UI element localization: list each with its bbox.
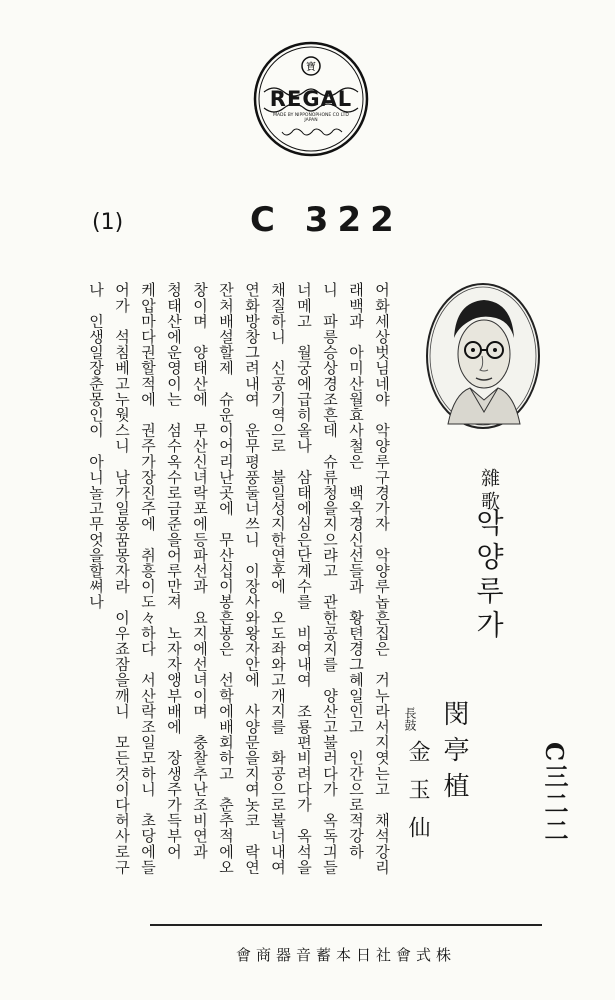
lyric-line: 창이며 양태산에 무산신녀락포에등파선과 요지에선녀이며 충찰추난조비연과 bbox=[191, 282, 209, 860]
catalog-number-vertical: C三二二 bbox=[540, 742, 569, 846]
svg-text:寶: 寶 bbox=[306, 62, 316, 73]
logo-fine-print: MADE BY NIPPONOPHONE CO LTD JAPAN bbox=[273, 113, 349, 123]
side-number: (1) bbox=[92, 210, 124, 235]
footer-divider bbox=[150, 924, 542, 926]
logo-text: REGAL bbox=[269, 87, 353, 111]
lyric-line: 어가 석침베고누웟스니 남가일몽꿈몽자라 이우죠잠을깨니 모든것이다허사로구 bbox=[113, 282, 131, 875]
lyric-line: 래백과 아미산월효사철은 백옥경신선들과 황텬경그혜일인고 인간으로적강하 bbox=[347, 282, 365, 860]
accompanist-role: 長鼓 bbox=[403, 707, 417, 731]
publisher-footer: 會商器音蓄本日社會式株 bbox=[235, 946, 456, 964]
singer-name: 閔亭植 bbox=[439, 700, 469, 808]
lyric-line: 채질하니 신공기역으로 불일성지한연후에 오도좌와고개지를 화공으로불너내여 bbox=[269, 282, 287, 875]
portrait-photo-icon bbox=[424, 282, 542, 430]
lyric-line: 니 파릉승상경조흔데 슈류청을지으랴고 관한공지를 양산고불러다가 옥독긔들 bbox=[321, 282, 339, 875]
singer-portrait bbox=[424, 282, 542, 430]
regal-logo-seal bbox=[252, 40, 370, 158]
lyric-line: 연화방창그려내여 운무평풍둘너쓰니 이장사와왕자안에 사양문을지여놋코 락연 bbox=[243, 282, 261, 875]
lyric-line: 나 인생일장춘몽인이 아니놀고무엇을할쎠나 bbox=[87, 282, 105, 610]
song-title: 악양루가 bbox=[472, 508, 505, 644]
accompanist-name: 金玉仙 bbox=[405, 740, 430, 854]
catalog-number: C 322 bbox=[250, 200, 403, 240]
lyric-line: 청태산에운영이는 섬수옥수로금준을어루만져 노자자앵부배에 장생주가득부어 bbox=[165, 282, 183, 860]
lyric-line: 케압마다권할적에 권주가장진주에 취흥이도々하다 서산락조일모하니 초당에들 bbox=[139, 282, 157, 875]
lyric-line: 잔처배설할제 슈운이어리난곳에 무산십이봉흔봉은 선학에배회하고 춘추적에오 bbox=[217, 282, 235, 875]
lyric-line: 어화세상벗님네야 악양루구경가자 악양루놉흔집은 거누라서지엿는고 채석강리 bbox=[373, 282, 391, 875]
genre-label: 雜歌 bbox=[478, 468, 500, 514]
lyric-line: 너메고 월궁에급히올나 삼태에심은단계수를 비여내여 조룡편비려다가 옥석을 bbox=[295, 282, 313, 875]
